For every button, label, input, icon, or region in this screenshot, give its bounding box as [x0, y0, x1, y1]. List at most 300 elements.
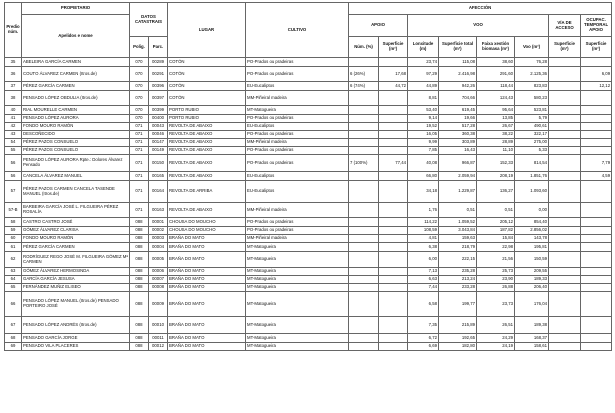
table-row [5, 227, 612, 235]
row-parcela: 00010 [149, 317, 168, 334]
row-faixa-biomasa: 205,12 [477, 218, 515, 227]
row-superficie-total: 215,89 [439, 317, 477, 334]
row-lonxitude: 108,59 [408, 227, 439, 235]
row-apoio-num [349, 218, 379, 227]
row-ocupacion: 4,59 [581, 172, 612, 181]
row-faixa-biomasa: 28,89 [477, 139, 515, 147]
row-cultivo: MM-Piñeiral madeira [246, 139, 349, 147]
row-lonxitude: 44,89 [408, 82, 439, 91]
row-apoio-superficie [379, 276, 408, 284]
row-poligono: 071 [130, 139, 149, 147]
table-row [5, 82, 612, 91]
row-voo: 2.125,36 [515, 67, 549, 82]
row-propietario: PENSADO LÓPEZ AURORA [22, 115, 130, 123]
row-parcela: 00012 [149, 343, 168, 351]
row-faixa-biomasa: 23,90 [477, 276, 515, 284]
row-predio: 66 [5, 292, 22, 317]
row-via-superficie [549, 91, 581, 106]
row-voo: 854,40 [515, 218, 549, 227]
row-superficie-total: 115,08 [439, 58, 477, 67]
row-via-superficie [549, 67, 581, 82]
row-lonxitude: 7,13 [408, 268, 439, 276]
row-poligono: 070 [130, 115, 149, 123]
row-lugar: REVOLTA DE ABAIXO [168, 172, 246, 181]
row-lonxitude: 53,40 [408, 106, 439, 115]
header-voo-m2: Voo (m²) [515, 37, 549, 58]
row-predio: 42 [5, 123, 22, 131]
row-apoio-num [349, 115, 379, 123]
row-lonxitude: 9,14 [408, 115, 439, 123]
row-lugar: REVOLTA DE ABAIXO [168, 147, 246, 155]
row-predio: 59 [5, 227, 22, 235]
row-faixa-biomasa: 23,73 [477, 292, 515, 317]
header-ocupacion: OCUPAC. TEMPORAL APOIO [581, 15, 612, 37]
row-poligono: 088 [130, 252, 149, 268]
row-lugar: REVOLTA DE ABAIXO [168, 131, 246, 139]
row-faixa-biomasa: 38,22 [477, 131, 515, 139]
row-predio: 60 [5, 235, 22, 243]
row-via-superficie [549, 115, 581, 123]
row-lonxitude: 114,22 [408, 218, 439, 227]
row-lonxitude: 6,72 [408, 334, 439, 343]
row-superficie-total: 218,79 [439, 243, 477, 252]
row-predio: 63 [5, 268, 22, 276]
row-propietario: PENSADO GARCÍA JORGE [22, 334, 130, 343]
row-voo: 176,04 [515, 292, 549, 317]
row-apoio-num [349, 91, 379, 106]
row-apoio-superficie [379, 172, 408, 181]
row-ocupacion [581, 147, 612, 155]
row-cultivo: MT-Matogueira [246, 292, 349, 317]
row-cultivo: MT-Matogueira [246, 343, 349, 351]
row-ocupacion [581, 343, 612, 351]
row-lugar: COTÓN [168, 67, 246, 82]
row-ocupacion [581, 91, 612, 106]
row-propietario: CASTRO CASTRO JOSÉ [22, 218, 130, 227]
row-cultivo: MT-Matogueira [246, 106, 349, 115]
row-voo: 143,78 [515, 235, 549, 243]
row-predio: 58 [5, 218, 22, 227]
row-poligono: 071 [130, 203, 149, 218]
table-row [5, 58, 612, 67]
row-via-superficie [549, 131, 581, 139]
row-via-superficie [549, 284, 581, 292]
row-lugar: PORTO RUBIO [168, 106, 246, 115]
row-apoio-superficie: 77,44 [379, 155, 408, 172]
row-apoio-superficie [379, 181, 408, 203]
row-voo: 168,37 [515, 334, 549, 343]
row-superficie-total: 222,15 [439, 252, 477, 268]
row-superficie-total: 619,45 [439, 106, 477, 115]
row-poligono: 088 [130, 218, 149, 227]
row-via-superficie [549, 139, 581, 147]
row-poligono: 088 [130, 284, 149, 292]
row-via-superficie [549, 252, 581, 268]
row-apoio-num [349, 172, 379, 181]
row-parcela: 00043 [149, 123, 168, 131]
table-row [5, 106, 612, 115]
row-parcela: 00004 [149, 243, 168, 252]
row-apoio-superficie [379, 268, 408, 276]
row-poligono: 071 [130, 147, 149, 155]
expropriation-table-page [4, 2, 611, 351]
row-voo: 2.856,02 [515, 227, 549, 235]
row-ocupacion: 7,79 [581, 155, 612, 172]
row-ocupacion [581, 243, 612, 252]
row-poligono: 088 [130, 334, 149, 343]
row-cultivo: EU-Eucaliptos [246, 82, 349, 91]
row-predio: 54 [5, 139, 22, 147]
row-superficie-total: 1.229,87 [439, 181, 477, 203]
row-parcela: 00397 [149, 91, 168, 106]
row-parcela: 00165 [149, 172, 168, 181]
row-ocupacion [581, 276, 612, 284]
row-propietario: PÉREZ GARCÍA CARMEN [22, 82, 130, 91]
row-voo: 0,00 [515, 203, 549, 218]
row-propietario: CANCELA ÁLVAREZ MANUEL [22, 172, 130, 181]
row-via-superficie [549, 292, 581, 317]
row-apoio-num: 6 (26%) [349, 67, 379, 82]
row-parcela: 00002 [149, 227, 168, 235]
header-via-superficie: Superficie (m²) [549, 37, 581, 58]
row-faixa-biomasa: 136,27 [477, 181, 515, 203]
table-body [5, 58, 612, 351]
table-row [5, 334, 612, 343]
row-lonxitude: 8,81 [408, 91, 439, 106]
row-predio: 56 [5, 155, 22, 172]
table-row [5, 218, 612, 227]
affected-parcels-table [4, 2, 612, 351]
row-via-superficie [549, 58, 581, 67]
row-predio: 38 [5, 91, 22, 106]
row-ocupacion [581, 268, 612, 276]
row-cultivo: MT-Matogueira [246, 317, 349, 334]
table-row [5, 91, 612, 106]
row-cultivo: PO-Prados ou pradeiras [246, 67, 349, 82]
row-voo: 523,81 [515, 106, 549, 115]
row-superficie-total: 16,43 [439, 147, 477, 155]
row-faixa-biomasa: 25,73 [477, 268, 515, 276]
row-apoio-num [349, 317, 379, 334]
row-faixa-biomasa: 15,84 [477, 235, 515, 243]
row-apoio-num [349, 147, 379, 155]
row-lugar: BRAÑA DO MATO [168, 252, 246, 268]
row-superficie-total: 1.059,52 [439, 218, 477, 227]
row-poligono: 088 [130, 317, 149, 334]
row-lugar: BRAÑA DO MATO [168, 343, 246, 351]
row-poligono: 070 [130, 67, 149, 82]
row-ocupacion [581, 252, 612, 268]
row-superficie-total: 182,80 [439, 343, 477, 351]
row-cultivo: PO-Prados ou pradeiras [246, 115, 349, 123]
row-parcela: 00008 [149, 284, 168, 292]
row-ocupacion [581, 218, 612, 227]
row-apoio-num [349, 252, 379, 268]
row-via-superficie [549, 334, 581, 343]
row-propietario: FONDO MOURO RAMÓN [22, 235, 130, 243]
row-ocupacion: 12,12 [581, 82, 612, 91]
row-propietario: ABELEIRA GARCÍA CARMEN [22, 58, 130, 67]
row-parcela: 00046 [149, 131, 168, 139]
row-ocupacion [581, 106, 612, 115]
row-voo: 189,38 [515, 317, 549, 334]
row-ocupacion [581, 284, 612, 292]
row-cultivo: MT-Matogueira [246, 243, 349, 252]
row-lonxitude: 7,35 [408, 317, 439, 334]
row-poligono: 088 [130, 227, 149, 235]
row-via-superficie [549, 172, 581, 181]
row-ocupacion [581, 292, 612, 317]
table-row [5, 292, 612, 317]
row-predio: 61 [5, 243, 22, 252]
row-propietario: RODRÍGUEZ REGO JOSÉ M. FILGUEIRA GÓMEZ Mª CARMEN [22, 252, 130, 268]
row-lonxitude: 16,05 [408, 131, 439, 139]
row-voo: 158,61 [515, 343, 549, 351]
table-row [5, 123, 612, 131]
row-propietario: PENSADO VILA PLACERES [22, 343, 130, 351]
row-faixa-biomasa: 22,98 [477, 243, 515, 252]
row-cultivo: PO-Prados ou pradeiras [246, 131, 349, 139]
table-row [5, 147, 612, 155]
row-superficie-total: 159,63 [439, 235, 477, 243]
row-voo: 490,61 [515, 123, 549, 131]
row-predio: 35 [5, 58, 22, 67]
row-ocupacion [581, 123, 612, 131]
row-apoio-superficie [379, 284, 408, 292]
header-datos-catastrais: DATOS CATASTRAIS [130, 3, 168, 37]
row-faixa-biomasa: 124,43 [477, 91, 515, 106]
header-superficie-total: Superficie total (m²) [439, 37, 477, 58]
table-row [5, 139, 612, 147]
row-apoio-superficie [379, 139, 408, 147]
row-apoio-num [349, 243, 379, 252]
row-cultivo: MM-Piñeiral madeira [246, 235, 349, 243]
row-apoio-num [349, 334, 379, 343]
row-parcela: 00396 [149, 82, 168, 91]
table-row [5, 243, 612, 252]
row-superficie-total: 192,65 [439, 334, 477, 343]
row-via-superficie [549, 227, 581, 235]
row-predio: 67 [5, 317, 22, 334]
row-via-superficie [549, 123, 581, 131]
row-lonxitude: 6,63 [408, 276, 439, 284]
row-faixa-biomasa: 187,82 [477, 227, 515, 235]
row-apoio-num [349, 106, 379, 115]
row-lugar: BRAÑA DO MATO [168, 334, 246, 343]
row-ocupacion [581, 235, 612, 243]
table-row [5, 284, 612, 292]
row-lonxitude: 66,80 [408, 172, 439, 181]
row-poligono: 088 [130, 276, 149, 284]
row-voo: 814,54 [515, 155, 549, 172]
row-lugar: REVOLTA DE ABAIXO [168, 203, 246, 218]
row-lugar: PORTO RUBIO [168, 115, 246, 123]
header-propietario: PROPIETARIO [22, 3, 130, 15]
row-propietario: DESCOÑECIDO [22, 131, 130, 139]
row-via-superficie [549, 147, 581, 155]
row-faixa-biomasa: 13,85 [477, 115, 515, 123]
row-parcela: 00400 [149, 115, 168, 123]
row-parcela: 00291 [149, 67, 168, 82]
row-lugar: BRAÑA DO MATO [168, 235, 246, 243]
row-ocupacion [581, 139, 612, 147]
row-parcela: 00007 [149, 276, 168, 284]
row-parcela: 00003 [149, 235, 168, 243]
row-faixa-biomasa: 95,64 [477, 106, 515, 115]
header-cultivo: CULTIVO [246, 3, 349, 58]
row-apoio-superficie [379, 58, 408, 67]
row-voo: 209,55 [515, 268, 549, 276]
row-apoio-superficie [379, 317, 408, 334]
row-voo: 1.851,76 [515, 172, 549, 181]
row-apoio-num [349, 276, 379, 284]
table-row [5, 343, 612, 351]
row-superficie-total: 235,28 [439, 268, 477, 276]
row-faixa-biomasa: 21,56 [477, 252, 515, 268]
header-apoio-superficie: Superficie (m²) [379, 37, 408, 58]
row-apoio-superficie [379, 91, 408, 106]
row-ocupacion [581, 227, 612, 235]
header-apoio: APOIO [349, 15, 408, 37]
row-propietario: PÉREZ PAZOS CONSUELO [22, 139, 130, 147]
row-lonxitude: 34,18 [408, 181, 439, 203]
row-superficie-total: 2.416,98 [439, 67, 477, 82]
row-cultivo: EU-Eucaliptos [246, 172, 349, 181]
row-voo: 580,23 [515, 91, 549, 106]
row-propietario: FERNÁNDEZ MUÑIZ ELISEO [22, 284, 130, 292]
row-lugar: REVOLTA DE ABAIXO [168, 139, 246, 147]
row-ocupacion [581, 334, 612, 343]
row-superficie-total: 19,66 [439, 115, 477, 123]
row-superficie-total: 517,28 [439, 123, 477, 131]
row-voo: 76,28 [515, 58, 549, 67]
row-poligono: 070 [130, 58, 149, 67]
row-ocupacion: 6,09 [581, 67, 612, 82]
row-lonxitude: 23,74 [408, 58, 439, 67]
row-predio: 57-B [5, 203, 22, 218]
row-propietario: GARCÍA GARCÍA JESUSA [22, 276, 130, 284]
row-propietario: PENSADO LÓPEZ OBDULIA (Itros.de) [22, 91, 130, 106]
row-voo: 206,40 [515, 284, 549, 292]
row-apoio-num [349, 139, 379, 147]
row-superficie-total: 303,89 [439, 139, 477, 147]
row-lugar: REVOLTA DE ARRIBA [168, 181, 246, 203]
row-predio: 65 [5, 284, 22, 292]
row-poligono: 071 [130, 155, 149, 172]
row-ocupacion [581, 131, 612, 139]
row-predio: 36 [5, 67, 22, 82]
row-apoio-superficie [379, 292, 408, 317]
row-faixa-biomasa: 208,19 [477, 172, 515, 181]
row-propietario: PENSADO LÓPEZ AURORA Rpte.: Dolores Álvarez Pensado [22, 155, 130, 172]
row-lugar: COTÓN [168, 82, 246, 91]
row-lugar: REVOLTA DE ABAIXO [168, 123, 246, 131]
row-propietario: BARBEIRA GARCÍA JOSÉ L. FILGUEIRA PÉREZ ROSALÍA [22, 203, 130, 218]
row-lugar: BRAÑA DO MATO [168, 276, 246, 284]
row-parcela: 00149 [149, 147, 168, 155]
row-lonxitude: 6,58 [408, 292, 439, 317]
row-superficie-total: 2.059,94 [439, 172, 477, 181]
row-predio: 56 [5, 172, 22, 181]
row-lonxitude: 97,29 [408, 67, 439, 82]
row-parcela: 00011 [149, 334, 168, 343]
row-parcela: 00006 [149, 268, 168, 276]
row-superficie-total: 213,24 [439, 276, 477, 284]
row-via-superficie [549, 235, 581, 243]
header-ocupacion-superficie: Superficie (m²) [581, 37, 612, 58]
row-apoio-superficie: 44,72 [379, 82, 408, 91]
row-apoio-num: 7 (100%) [349, 155, 379, 172]
row-poligono: 088 [130, 292, 149, 317]
row-faixa-biomasa: 0,51 [477, 203, 515, 218]
row-apoio-num: 6 (74%) [349, 82, 379, 91]
row-apoio-num [349, 268, 379, 276]
row-cultivo: MT-Matogueira [246, 268, 349, 276]
table-row [5, 181, 612, 203]
row-cultivo: PO-Prados ou pradeiras [246, 227, 349, 235]
table-row [5, 172, 612, 181]
table-row [5, 203, 612, 218]
row-via-superficie [549, 317, 581, 334]
row-propietario: PENSADO LÓPEZ MANUEL (Itros.de) PENSADO PORTEIRO JOSÉ [22, 292, 130, 317]
row-voo: 1.093,60 [515, 181, 549, 203]
row-voo: 322,17 [515, 131, 549, 139]
row-apoio-num [349, 58, 379, 67]
row-predio: 37 [5, 82, 22, 91]
row-predio: 57 [5, 181, 22, 203]
row-ocupacion [581, 203, 612, 218]
header-faixa-biomasa: Faixa xestión biomasa (m²) [477, 37, 515, 58]
row-voo: 5,33 [515, 147, 549, 155]
row-propietario: FONDO MOURO RAMÓN [22, 123, 130, 131]
row-apoio-superficie [379, 147, 408, 155]
row-apoio-superficie [379, 243, 408, 252]
table-row [5, 235, 612, 243]
table-row [5, 155, 612, 172]
row-via-superficie [549, 155, 581, 172]
table-row [5, 115, 612, 123]
row-superficie-total: 942,26 [439, 82, 477, 91]
row-lugar: BRAÑA DO MATO [168, 268, 246, 276]
row-superficie-total: 233,28 [439, 284, 477, 292]
row-apoio-num [349, 181, 379, 203]
row-cultivo: PO-Prados ou pradeiras [246, 147, 349, 155]
row-lonxitude: 7,85 [408, 147, 439, 155]
row-apoio-num [349, 131, 379, 139]
row-cultivo: EU-Eucaliptos [246, 181, 349, 203]
row-poligono: 088 [130, 243, 149, 252]
row-voo: 275,00 [515, 139, 549, 147]
row-poligono: 071 [130, 123, 149, 131]
table-header [5, 3, 612, 58]
row-faixa-biomasa: 26,51 [477, 317, 515, 334]
row-predio: 69 [5, 343, 22, 351]
row-cultivo: MT-Matogueira [246, 276, 349, 284]
row-propietario: COUTO ÁLVAREZ CARMEN (Itros.de) [22, 67, 130, 82]
row-propietario: PÉREZ PAZOS CARMEN CANCELA TASENDE MANUEL (Itros.de) [22, 181, 130, 203]
row-superficie-total: 966,87 [439, 155, 477, 172]
row-propietario: GÓMEZ ÁLVAREZ HERMOSINDA [22, 268, 130, 276]
row-propietario: GÓMEZ ÁLVAREZ CLARISA [22, 227, 130, 235]
header-apelidos: Apelidos e nome [22, 15, 130, 58]
row-voo: 823,83 [515, 82, 549, 91]
table-row [5, 317, 612, 334]
row-ocupacion [581, 317, 612, 334]
row-faixa-biomasa: 11,10 [477, 147, 515, 155]
table-row [5, 67, 612, 82]
row-voo: 189,33 [515, 276, 549, 284]
row-apoio-num [349, 227, 379, 235]
